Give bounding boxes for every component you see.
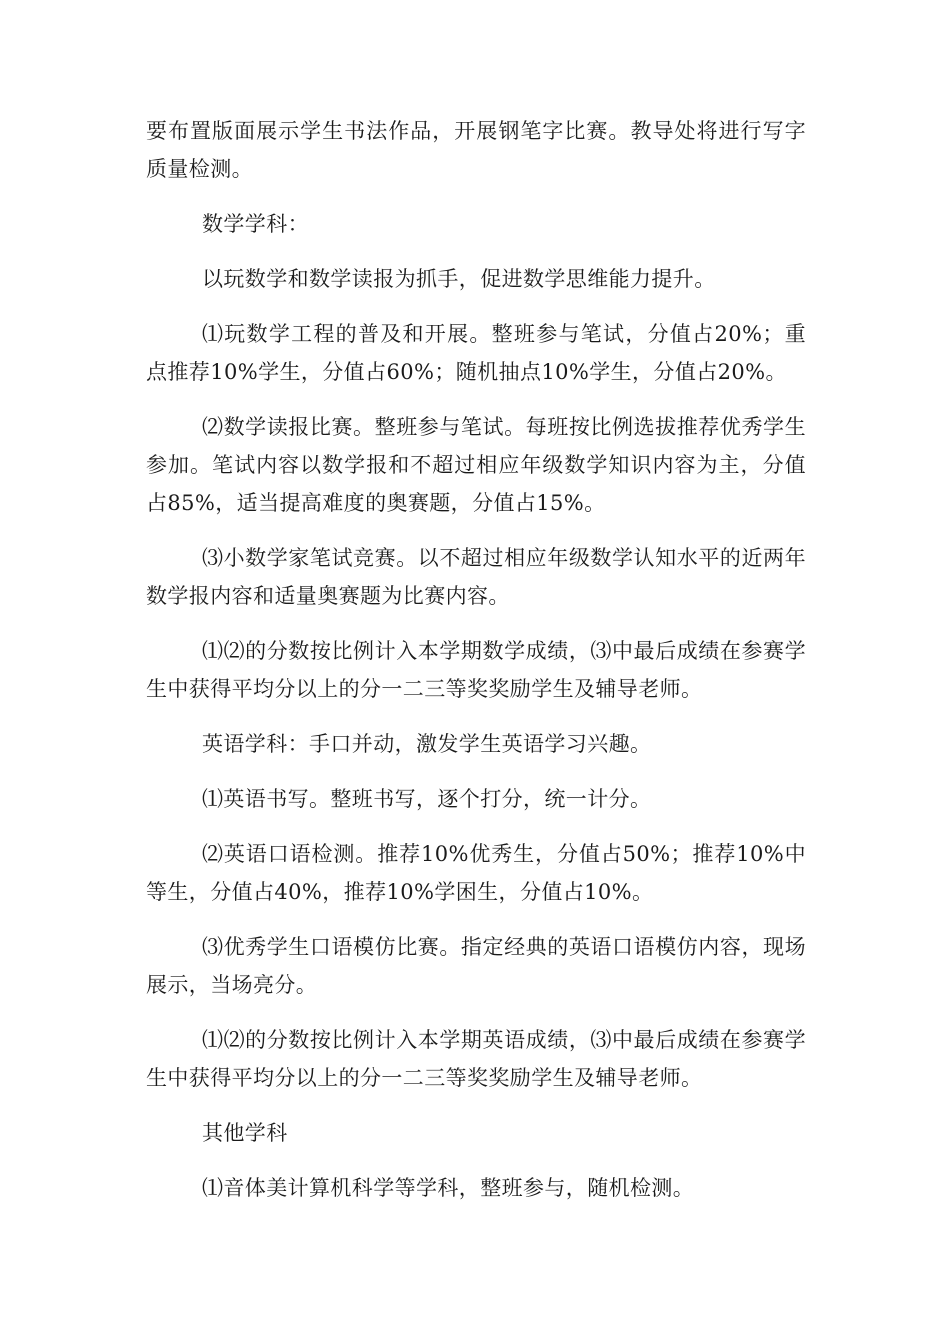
paragraph-english-scoring: ⑴⑵的分数按比例计入本学期英语成绩，⑶中最后成绩在参赛学生中获得平均分以上的分一二三等奖奖励学生及辅导老师。 <box>146 1028 806 1090</box>
heading-other-subjects: 其他学科 <box>202 1121 288 1145</box>
paragraph-calligraphy-continuation: 要布置版面展示学生书法作品，开展钢笔字比赛。教导处将进行写字质量检测。 <box>146 119 806 181</box>
paragraph-english-item-3: ⑶优秀学生口语模仿比赛。指定经典的英语口语模仿内容，现场展示，当场亮分。 <box>146 935 806 997</box>
paragraph-math-item-1: ⑴玩数学工程的普及和开展。整班参与笔试，分值占20%；重点推荐10%学生，分值占60%；随机抽点10%学生，分值占20%。 <box>146 322 806 384</box>
paragraph-english-item-1: ⑴英语书写。整班书写，逐个打分，统一计分。 <box>202 787 652 811</box>
paragraph-math-item-3: ⑶小数学家笔试竞赛。以不超过相应年级数学认知水平的近两年数学报内容和适量奥赛题为比赛内容。 <box>146 546 806 608</box>
paragraph-english-item-2: ⑵英语口语检测。推荐10%优秀生，分值占50%；推荐10%中等生，分值占40%，推荐10%学困生，分值占10%。 <box>146 842 806 904</box>
document-body <box>146 112 806 1224</box>
paragraph-math-intro: 以玩数学和数学读报为抓手，促进数学思维能力提升。 <box>202 267 716 291</box>
heading-english-subject: 英语学科：手口并动，激发学生英语学习兴趣。 <box>202 732 652 756</box>
paragraph-math-scoring: ⑴⑵的分数按比例计入本学期数学成绩，⑶中最后成绩在参赛学生中获得平均分以上的分一二三等奖奖励学生及辅导老师。 <box>146 639 806 701</box>
heading-math-subject: 数学学科： <box>202 212 309 236</box>
paragraph-other-item-1: ⑴音体美计算机科学等学科，整班参与，随机检测。 <box>202 1176 695 1200</box>
paragraph-math-item-2: ⑵数学读报比赛。整班参与笔试。每班按比例选拔推荐优秀学生参加。笔试内容以数学报和不超过相应年级数学知识内容为主，分值占85%，适当提高难度的奥赛题，分值占15%。 <box>146 415 806 515</box>
